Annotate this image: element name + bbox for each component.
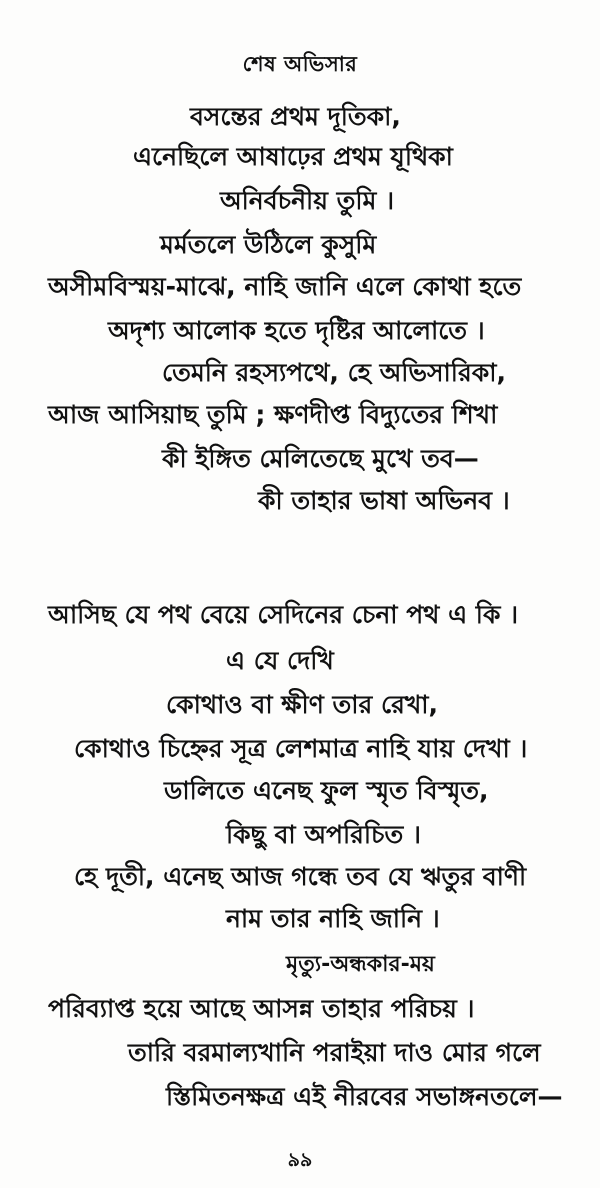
poem-line: কী ইঙ্গিত মেলিতেছে মুখে তব— (162, 444, 479, 473)
poem-line: তেমনি রহস্যপথে, হে অভিসারিকা, (162, 358, 506, 387)
page-number: ৯৯ (287, 1149, 313, 1171)
poem-line: এ যে দেখি (226, 646, 334, 675)
poem-title: শেষ অভিসার (242, 52, 358, 76)
poem-line: তারি বরমাল্যখানি পরাইয়া দাও মোর গলে (128, 1038, 541, 1067)
poem-line: অদৃশ্য আলোক হতে দৃষ্টির আলোতে । (108, 316, 485, 345)
poem-line: স্তিমিতনক্ষত্র এই নীরবের সভাঙ্গনতলে— (166, 1082, 563, 1111)
poem-line: কী তাহার ভাষা অভিনব । (258, 486, 510, 515)
poem-line: নাম তার নাহি জানি । (226, 904, 440, 933)
poem-line: আজ আসিয়াছ তুমি ; ক্ষণদীপ্ত বিদ্যুতের শিখা (48, 400, 498, 429)
poem-line: পরিব্যাপ্ত হয়ে আছে আসন্ন তাহার পরিচয় । (48, 994, 475, 1023)
poem-line: এনেছিলে আষাঢ়ের প্রথম যূথিকা (133, 142, 453, 171)
poem-line: অনির্বচনীয় তুমি । (220, 186, 395, 215)
poem-line: মৃত্যু-অন্ধকার-ময় (286, 952, 435, 977)
poem-line: মর্মতলে উঠিলে কুসুমি (160, 230, 377, 259)
poem-line: হে দূতী, এনেছ আজ গন্ধে তব যে ঋতুর বাণী (74, 862, 527, 891)
poem-line: কোথাও বা ক্ষীণ তার রেখা, (166, 690, 439, 719)
poem-line: কোথাও চিহ্নের সূত্র লেশমাত্র নাহি যায় দেখা । (74, 734, 528, 763)
poem-line: কিছু বা অপরিচিত । (226, 820, 421, 849)
poem-line: ডালিতে এনেছ ফুল স্মৃত বিস্মৃত, (164, 776, 489, 805)
poem-line: আসিছ যে পথ বেয়ে সেদিনের চেনা পথ এ কি । (48, 600, 519, 629)
poem-line: বসন্তের প্রথম দূতিকা, (190, 102, 401, 131)
poem-line: অসীমবিস্ময়-মাঝে, নাহি জানি এলে কোথা হতে (48, 272, 522, 301)
